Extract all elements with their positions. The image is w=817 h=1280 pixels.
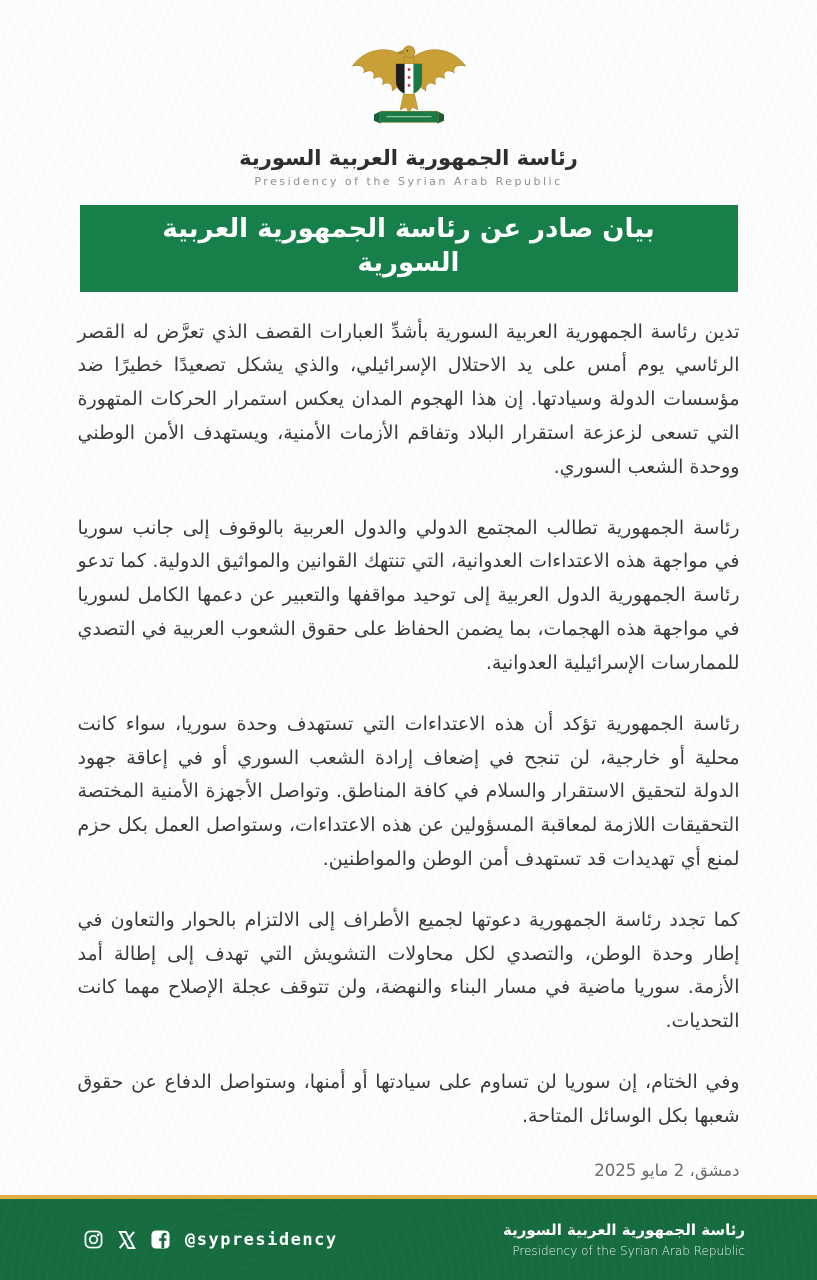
statement-paragraph: رئاسة الجمهورية تطالب المجتمع الدولي والدول العربية بالوقوف إلى جانب سوريا في مواجهة هذه الاعتداءات العدوانية، التي تنتهك القوانين والمواثيق الدولية. كما تدعو رئاسة الجمهورية الدول العربية إلى توحيد مواقفها والتعبير عن دعمها الكامل لسوريا في مواجهة هذه الهجمات، بما يضمن الحفاظ على حقوق الشعوب العربية في التصدي للممارسات الإسرائيلية العدوانية.: [77, 516, 740, 674]
eagle-head: [403, 46, 415, 58]
syrian-eagle-emblem: [323, 40, 495, 136]
statement-body: [78, 316, 740, 1134]
ribbon-scroll: [373, 111, 443, 123]
header-english-title: Presidency of the Syrian Arab Republic: [254, 175, 563, 188]
footer-titles: [503, 1221, 745, 1258]
statement-paragraph: كما تجدد رئاسة الجمهورية دعوتها لجميع الأطراف إلى الالتزام بالحوار والتعاون في إطار وحدة الوطن، والتصدي لكل محاولات التشويش التي تهدف إلى إطالة أمد الأزمة. سوريا ماضية في مسار البناء والنهضة، ولن تتوقف عجلة الإصلاح مهما كانت التحديات.: [77, 908, 740, 1033]
footer-arabic-title: رئاسة الجمهورية العربية السورية: [503, 1221, 745, 1239]
dateline: دمشق، 2 مايو 2025: [594, 1160, 740, 1180]
x-icon: [118, 1231, 136, 1249]
eagle-tail: [399, 94, 417, 112]
social-links: [84, 1230, 340, 1250]
social-handle: @sypresidency: [185, 1229, 338, 1250]
footer-english-title: Presidency of the Syrian Arab Republic: [512, 1244, 745, 1258]
header: [0, 0, 817, 188]
statement-paragraph: رئاسة الجمهورية تؤكد أن هذه الاعتداءات التي تستهدف وحدة سوريا، سواء كانت محلية أو خارجية، لن تنجح في إضعاف إرادة الشعب السوري أو في إعاقة جهود الدولة لتحقيق الاستقرار والسلام في كافة المناطق. وتواصل الأجهزة الأمنية المختصة التحقيقات اللازمة لمعاقبة المسؤولين عن هذه الاعتداءات، وستواصل العمل بكل حزم لمنع أي تهديدات قد تستهدف أمن الوطن والمواطنين.: [77, 712, 740, 870]
statement-paragraph: تدين رئاسة الجمهورية العربية السورية بأشدِّ العبارات القصف الذي تعرَّض له القصر الرئاسي يوم أمس على يد الاحتلال الإسرائيلي، والذي يشكل تصعيدًا خطيرًا ضد مؤسسات الدولة وسيادتها. إن هذا الهجوم المدان يعكس استمرار الحركات المتهورة التي تسعى لزعزعة استقرار البلاد وتفاقم الأزمات الأمنية، ويستهدف الأمن الوطني ووحدة الشعب السوري.: [77, 320, 740, 478]
facebook-icon: [151, 1230, 170, 1249]
flag-shield: [396, 64, 422, 96]
statement-title-banner: [80, 205, 738, 292]
statement-paragraph: وفي الختام، إن سوريا لن تساوم على سيادتها أو أمنها، وستواصل الدفاع عن حقوق شعبها بكل الوسائل المتاحة.: [77, 1071, 740, 1127]
header-arabic-title: رئاسة الجمهورية العربية السورية: [239, 146, 578, 170]
statement-title: بيان صادر عن رئاسة الجمهورية العربية السورية: [162, 214, 655, 278]
footer: [0, 1195, 817, 1280]
instagram-icon: [84, 1230, 103, 1249]
